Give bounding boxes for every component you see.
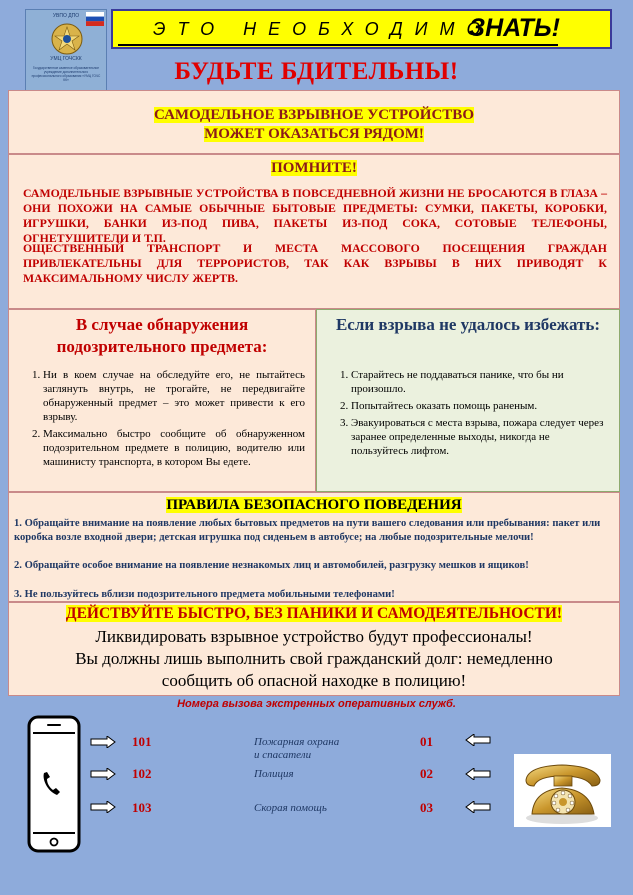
remember-title: ПОМНИТЕ! xyxy=(271,160,357,176)
rules-panel xyxy=(8,492,620,602)
rules-title-wrap xyxy=(9,497,619,514)
double-arrow-icon xyxy=(90,736,116,748)
landline-number-fire: 01 xyxy=(420,734,433,749)
service-police: Полиция xyxy=(254,768,294,780)
list-item: 2. Попытайтесь оказать помощь раненым. xyxy=(351,399,607,413)
suspicious-title: В случае обнаружения подозрительного предмета: xyxy=(56,315,268,356)
banner-right-text: ЗНАТЬ! xyxy=(469,14,560,42)
service-fire xyxy=(254,736,339,762)
action-title-wrap xyxy=(9,605,619,623)
intro-heading xyxy=(9,106,619,144)
remember-title-wrap xyxy=(9,160,619,177)
logo-top-text: УВПО ДПО xyxy=(52,13,80,19)
service-fire-line-2: и спасатели xyxy=(254,749,312,761)
service-fire-line-1: Пожарная охрана xyxy=(254,736,340,748)
logo-mid-text: УМЦ ГОЧСКК xyxy=(50,56,82,62)
intro-line-2: МОЖЕТ ОКАЗАТЬСЯ РЯДОМ! xyxy=(204,126,424,142)
explosion-title: Если взрыва не удалось избежать: xyxy=(335,315,601,334)
rule-2: 2. Обращайте особое внимание на появление незнакомых лиц и автомобилей, разгрузку мешков и ящиков! xyxy=(14,560,529,571)
double-arrow-icon xyxy=(465,734,491,746)
double-arrow-icon xyxy=(90,768,116,780)
smartphone-icon xyxy=(27,715,81,853)
telephone-image xyxy=(514,754,611,827)
header-banner xyxy=(111,9,612,49)
page-title: БУДЬТЕ БДИТЕЛЬНЫ! xyxy=(174,58,459,85)
landline-number-ambulance: 03 xyxy=(420,800,433,815)
flag-icon xyxy=(86,12,104,26)
banner-left-text: ЭТО НЕОБХОДИМО xyxy=(153,19,493,39)
suspicious-object-panel xyxy=(8,309,316,492)
double-arrow-icon xyxy=(465,768,491,780)
rules-title: ПРАВИЛА БЕЗОПАСНОГО ПОВЕДЕНИЯ xyxy=(166,497,462,513)
intro-panel xyxy=(8,90,620,154)
explosion-list xyxy=(325,368,607,461)
action-line-3: сообщить об опасной находке в полицию! xyxy=(161,671,467,690)
action-panel xyxy=(8,602,620,696)
explosion-panel xyxy=(316,309,620,492)
service-ambulance: Скорая помощь xyxy=(254,802,327,814)
action-text xyxy=(19,626,609,692)
remember-panel xyxy=(8,154,620,309)
action-title: ДЕЙСТВУЙТЕ БЫСТРО, БЕЗ ПАНИКИ И САМОДЕЯТЕЛЬНОСТИ! xyxy=(65,605,563,622)
double-arrow-icon xyxy=(465,801,491,813)
emergency-title: Номера вызова экстренных оперативных служб. xyxy=(177,698,456,710)
remember-paragraph-2: ОЩЕСТВЕННЫЙ ТРАНСПОРТ И МЕСТА МАССОВОГО ПОСЕЩЕНИЯ ГРАЖДАН ПРИВЛЕКАТЕЛЬНЫ ДЛЯ ТЕРРОРИСТОВ, ТАК КАК ВЗРЫВЫ В НИХ ПРИВОДЯТ К МАКСИМАЛЬНОМУ ЧИСЛУ ЖЕРТВ. xyxy=(23,241,607,285)
action-line-2: Вы должны лишь выполнить свой гражданский долг: немедленно xyxy=(75,649,553,668)
list-item: 1. Старайтесь не поддаваться панике, что бы ни произошло. xyxy=(351,368,607,396)
intro-line-1: САМОДЕЛЬНОЕ ВЗРЫВНОЕ УСТРОЙСТВО xyxy=(154,107,474,123)
landline-number-police: 02 xyxy=(420,766,433,781)
mobile-number-ambulance: 103 xyxy=(132,800,152,815)
mobile-number-police: 102 xyxy=(132,766,152,781)
banner-underline xyxy=(118,44,558,46)
list-item: 3. Эвакуироваться с места взрыва, пожара следует через заранее определенные выходы, никогда не пользуйтесь лифтом. xyxy=(351,416,607,458)
remember-paragraph-1: САМОДЕЛЬНЫЕ ВЗРЫВНЫЕ УСТРОЙСТВА В ПОВСЕДНЕВНОЙ ЖИЗНИ НЕ БРОСАЮТСЯ В ГЛАЗА – ОНИ ПОХОЖИ НА САМЫЕ ОБЫЧНЫЕ БЫТОВЫЕ ПРЕДМЕТЫ: СУМКИ, ПАКЕТЫ, КОРОБКИ, ИГРУШКИ, БАНКИ ИЗ-ПОД ПИВА, ПАКЕТЫ ИЗ-ПОД СОКА, СОТОВЫЕ ТЕЛЕФОНЫ, ОГНЕТУШИТЕЛИ И Т.П. xyxy=(23,186,607,245)
mobile-number-fire: 101 xyxy=(132,734,152,749)
logo-bottom-text: Государственное казенное образовательное учреждение дополнительного профессионального образования «УМЦ ГОЧС КК» xyxy=(31,66,101,82)
action-line-1: Ликвидировать взрывное устройство будут профессионалы! xyxy=(95,627,533,646)
rotary-telephone-icon xyxy=(514,754,611,827)
rule-3: 3. Не пользуйтесь вблизи подозрительного предмета мобильными телефонами! xyxy=(14,589,395,600)
suspicious-list xyxy=(17,368,305,472)
rule-1: 1. Обращайте внимание на появление любых бытовых предметов на пути вашего следования или пребывания: пакет или коробка возле входной двери; детская игрушка под сиденьем в автобусе; на любые подозрительные мелочи! xyxy=(14,518,601,543)
list-item: 1. Ни в коем случае на обследуйте его, не пытайтесь заглянуть внутрь, не трогайте, не передвигайте обнаруженный предмет – это может привести к его взрыву. xyxy=(43,368,305,424)
emblem-icon xyxy=(47,22,87,56)
list-item: 2. Максимально быстро сообщите об обнаруженном подозрительном предмете в полицию, водителю или машинисту транспорта, в котором Вы едете. xyxy=(43,427,305,469)
double-arrow-icon xyxy=(90,801,116,813)
